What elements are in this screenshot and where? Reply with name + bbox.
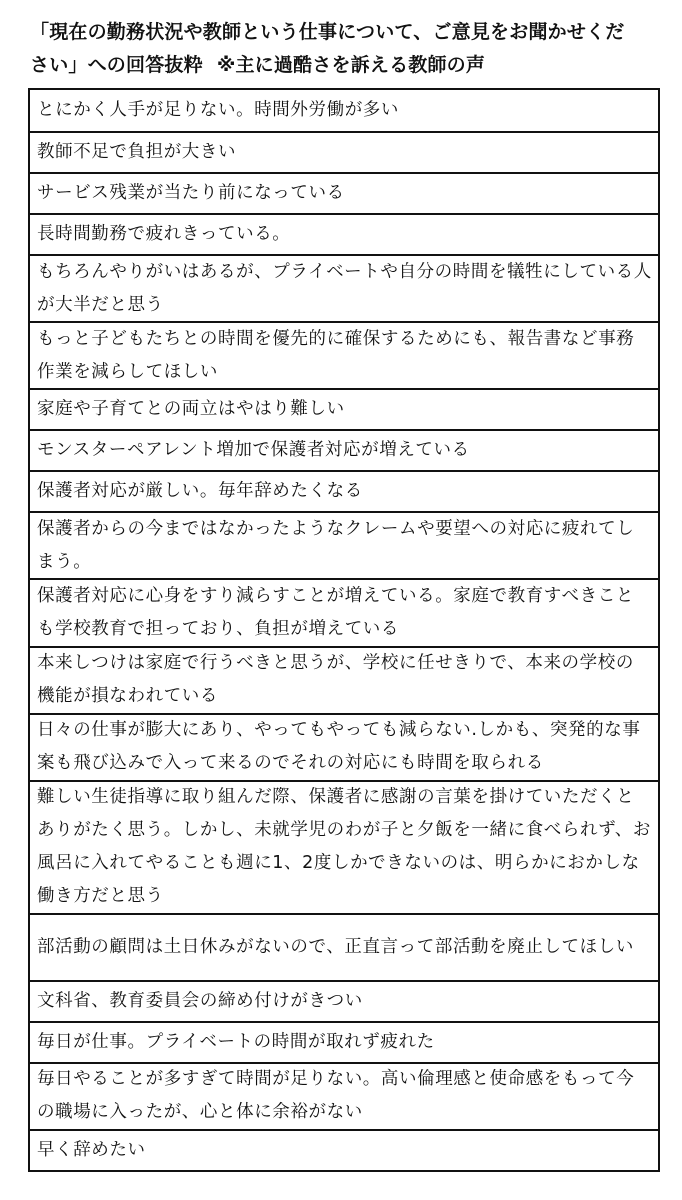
response-row: 早く辞めたい [30,1129,658,1170]
response-row: モンスターペアレント増加で保護者対応が増えている [30,429,658,470]
response-row: 保護者対応が厳しい。毎年辞めたくなる [30,470,658,511]
response-row: 毎日やることが多すぎて時間が足りない。高い倫理感と使命感をもって今の職場に入ったが、心と体に余裕がない [30,1062,658,1129]
response-row: 保護者からの今まではなかったようなクレームや要望への対応に疲れてしまう。 [30,511,658,578]
response-row: 毎日が仕事。プライベートの時間が取れず疲れた [30,1021,658,1062]
response-row: 長時間勤務で疲れきっている。 [30,213,658,254]
response-row: サービス残業が当たり前になっている [30,172,658,213]
response-row: 日々の仕事が膨大にあり、やってもやっても減らない.しかも、突発的な事案も飛び込みで入って来るのでそれの対応にも時間を取られる [30,713,658,780]
response-row: とにかく人手が足りない。時間外労働が多い [37,100,399,121]
title-note: ※主に過酷さを訴える教師の声 [216,54,486,76]
response-row: 保護者対応に心身をすり減らすことが増えている。家庭で教育すべきことも学校教育で担っており、負担が増えている [30,578,658,645]
response-row: 教師不足で負担が大きい [30,131,658,172]
responses-table [28,88,660,1172]
title-line-2 [30,49,670,82]
title-subject: さい」への回答抜粋 [30,54,203,76]
response-row: 家庭や子育てとの両立はやはり難しい [30,388,658,429]
response-row: 部活動の顧問は土日休みがないので、正直言って部活動を廃止してほしい [30,913,658,980]
response-row: 本来しつけは家庭で行うべきと思うが、学校に任せきりで、本来の学校の機能が損なわれている [30,646,658,713]
response-row: もっと子どもたちとの時間を優先的に確保するためにも、報告書など事務作業を減らしてほしい [30,321,658,388]
title-line-1: 「現在の勤務状況や教師という仕事について、ご意見をお聞かせくだ [30,21,625,43]
response-row: 難しい生徒指導に取り組んだ際、保護者に感謝の言葉を掛けていただくとありがたく思う。しかし、未就学児のわが子と夕飯を一緒に食べられず、お風呂に入れてやることも週に1、2度しかできないのは、明らかにおかしな働き方だと思う [30,780,658,913]
response-row: もちろんやりがいはあるが、プライベートや自分の時間を犠牲にしている人が大半だと思う [30,254,658,321]
response-row: 文科省、教育委員会の締め付けがきつい [30,980,658,1021]
document-title [30,16,670,82]
